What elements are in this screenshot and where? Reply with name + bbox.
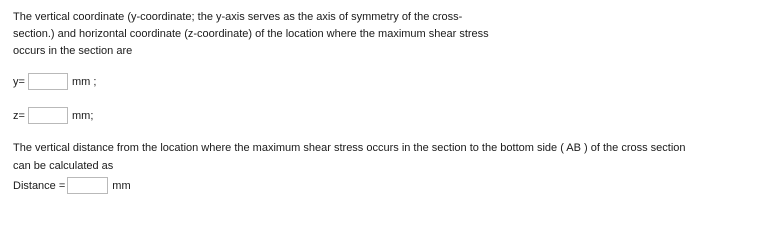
distance-label: Distance = — [13, 179, 66, 192]
z-coordinate-row — [13, 107, 93, 124]
z-input[interactable] — [28, 107, 68, 124]
intro-line-2: section.) and horizontal coordinate (z-coordinate) of the location where the maximum shear stress — [13, 28, 489, 40]
y-unit: mm ; — [72, 75, 97, 88]
y-label: y= — [13, 75, 25, 88]
y-coordinate-row — [13, 73, 96, 90]
distance-input[interactable] — [67, 177, 108, 194]
z-unit: mm; — [72, 109, 94, 122]
intro-line-1: The vertical coordinate (y-coordinate; the y-axis serves as the axis of symmetry of the cross- — [13, 11, 463, 23]
z-label: z= — [13, 109, 25, 122]
intro-line-3: occurs in the section are — [13, 45, 133, 57]
distance-unit: mm — [112, 179, 131, 192]
distance-line-1: The vertical distance from the location where the maximum shear stress occurs in the section to the bottom side ( AB ) of the cross section — [13, 142, 686, 154]
distance-line-2: can be calculated as — [13, 160, 114, 172]
distance-row — [13, 177, 131, 194]
y-input[interactable] — [28, 73, 68, 90]
